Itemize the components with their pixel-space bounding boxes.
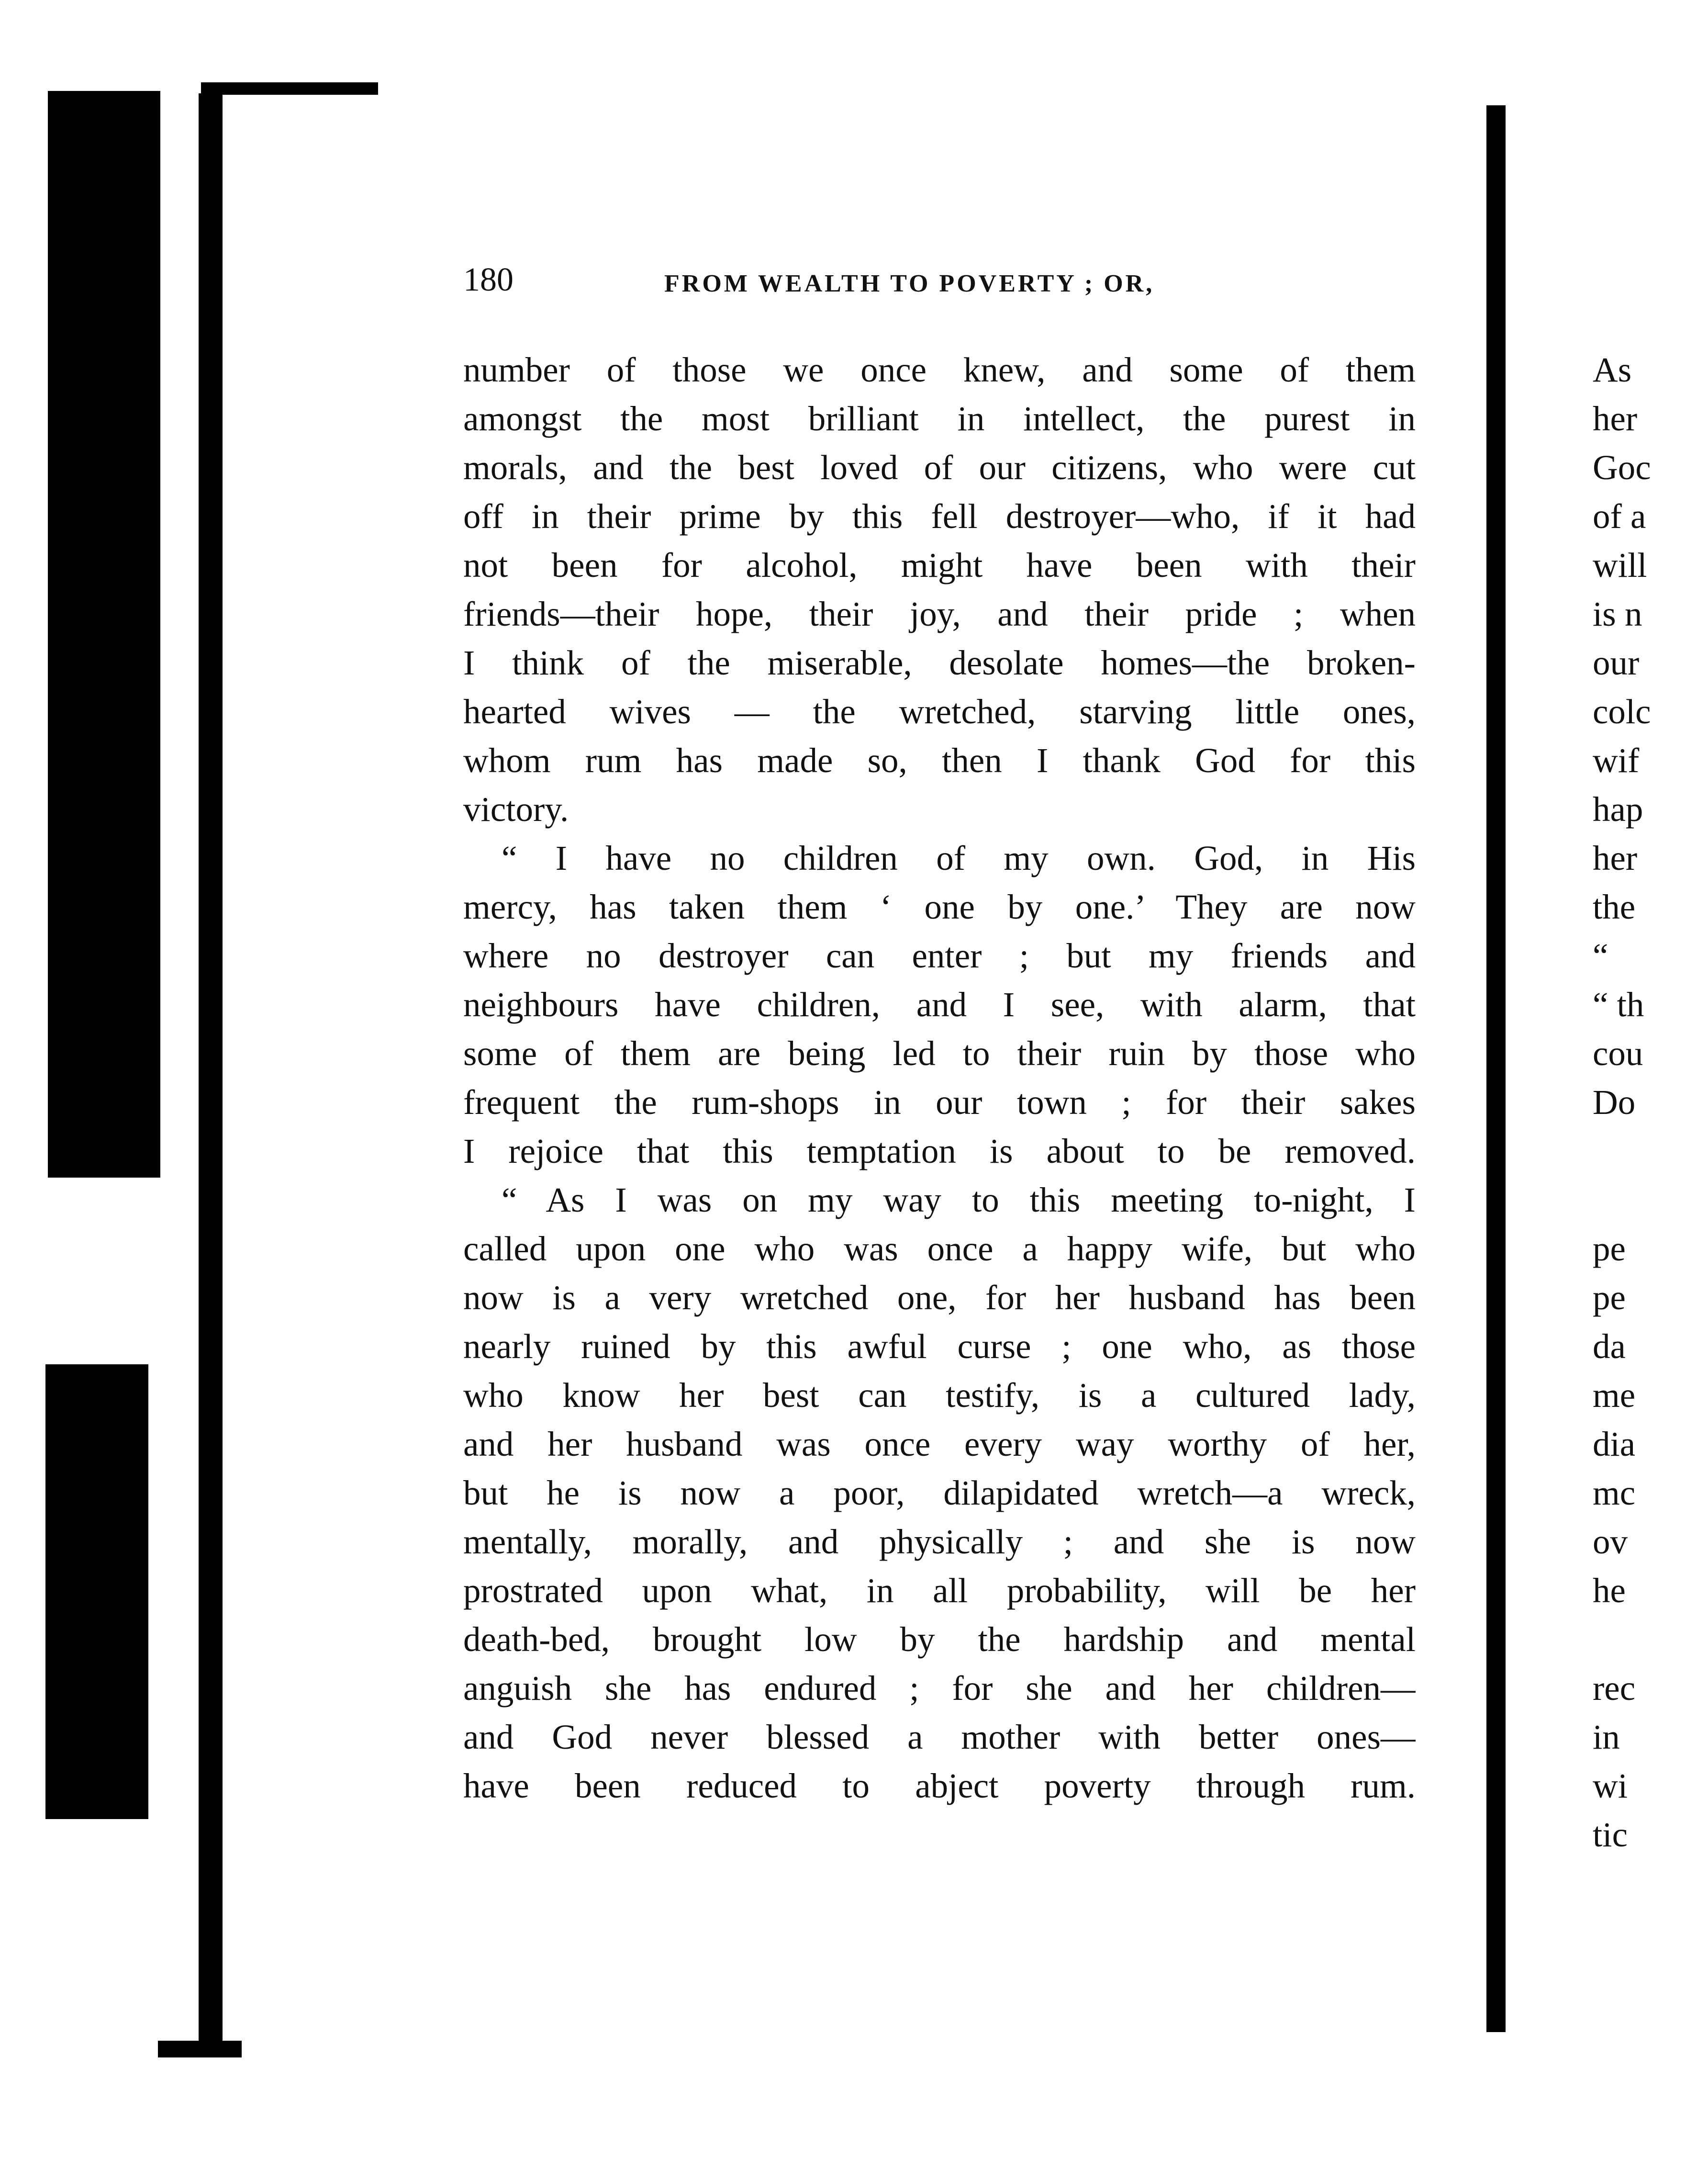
text-line: morals, and the best loved of our citizens, who were cut	[463, 448, 1416, 487]
facing-page-fragment: Do	[1593, 1083, 1636, 1122]
facing-page-fragment: pe	[1593, 1229, 1626, 1268]
text-line: and God never blessed a mother with better ones—	[463, 1718, 1416, 1756]
facing-page-fragment: wif	[1593, 741, 1640, 780]
text-line: hearted wives — the wretched, starving little ones,	[463, 692, 1416, 731]
text-line: death-bed, brought low by the hardship and mental	[463, 1620, 1416, 1659]
text-line: victory.	[463, 790, 569, 829]
text-line: but he is now a poor, dilapidated wretch—a wreck,	[463, 1473, 1416, 1512]
facing-page-fragment: da	[1593, 1327, 1626, 1366]
facing-page-fragment: rec	[1593, 1669, 1636, 1708]
facing-page-fragment: me	[1593, 1376, 1636, 1415]
facing-page-fragment: pe	[1593, 1278, 1626, 1317]
text-line: have been reduced to abject poverty through rum.	[463, 1766, 1416, 1805]
facing-page-fragment: will	[1593, 546, 1647, 584]
text-line: whom rum has made so, then I thank God for this	[463, 741, 1416, 780]
text-line: frequent the rum-shops in our town ; for their sakes	[463, 1083, 1416, 1122]
facing-page-fragment: colc	[1593, 692, 1651, 731]
facing-page-fragment: he	[1593, 1571, 1626, 1610]
facing-page-fragment: the	[1593, 888, 1636, 926]
text-line: “ I have no children of my own. God, in His	[502, 839, 1416, 877]
text-line: anguish she has endured ; for she and her children—	[463, 1669, 1416, 1708]
facing-page-fragment: of a	[1593, 497, 1646, 536]
text-line: now is a very wretched one, for her husband has been	[463, 1278, 1416, 1317]
text-line: number of those we once knew, and some of them	[463, 350, 1416, 389]
text-line: some of them are being led to their ruin by those who	[463, 1034, 1416, 1073]
facing-page-fragment: As	[1593, 350, 1632, 389]
center-gutter-line	[1486, 105, 1506, 2032]
facing-page-fragment: hap	[1593, 790, 1643, 829]
facing-page-fragment: “ th	[1593, 985, 1644, 1024]
body-text	[463, 346, 1416, 1810]
page-number: 180	[463, 261, 514, 298]
facing-page-fragment: tic	[1593, 1815, 1628, 1854]
text-line: I rejoice that this temptation is about to be removed.	[463, 1132, 1416, 1170]
facing-page-fragments	[1593, 346, 1708, 1859]
text-line: not been for alcohol, might have been with their	[463, 546, 1416, 584]
text-line: called upon one who was once a happy wife, but who	[463, 1229, 1416, 1268]
facing-page-fragment: in	[1593, 1718, 1620, 1756]
facing-page-fragment: dia	[1593, 1425, 1636, 1463]
text-line: prostrated upon what, in all probability, will be her	[463, 1571, 1416, 1610]
facing-page-fragment	[1593, 1127, 1708, 1176]
facing-page-fragment: is n	[1593, 595, 1642, 633]
left-scan-edge-bar	[48, 91, 160, 1178]
page-header	[463, 261, 1420, 299]
text-line: who know her best can testify, is a cultured lady,	[463, 1376, 1416, 1415]
text-line: neighbours have children, and I see, with alarm, that	[463, 985, 1416, 1024]
facing-page-fragment: wi	[1593, 1766, 1628, 1805]
text-line: and her husband was once every way worthy of her,	[463, 1425, 1416, 1463]
facing-page-fragment: our	[1593, 643, 1640, 682]
text-line: nearly ruined by this awful curse ; one who, as those	[463, 1327, 1416, 1366]
facing-page-fragment	[1593, 1176, 1708, 1225]
facing-page-fragment	[1593, 1615, 1708, 1664]
facing-page-fragment: Goc	[1593, 448, 1651, 487]
text-line: mentally, morally, and physically ; and she is now	[463, 1522, 1416, 1561]
facing-page-fragment: cou	[1593, 1034, 1643, 1073]
left-binding-edge-line	[199, 93, 223, 2046]
top-left-scan-bar	[201, 82, 378, 95]
text-line: mercy, has taken them ‘ one by one.’ They are now	[463, 888, 1416, 926]
text-line: I think of the miserable, desolate homes—the broken-	[463, 643, 1416, 682]
text-line: off in their prime by this fell destroyer—who, if it had	[463, 497, 1416, 536]
text-line: friends—their hope, their joy, and their pride ; when	[463, 595, 1416, 633]
text-line: amongst the most brilliant in intellect, the purest in	[463, 399, 1416, 438]
bottom-left-scan-mark	[158, 2041, 242, 2057]
facing-page-fragment: “	[1593, 936, 1608, 975]
facing-page-fragment: ov	[1593, 1522, 1628, 1561]
text-line: where no destroyer can enter ; but my friends and	[463, 936, 1416, 975]
left-scan-edge-bar	[45, 1364, 148, 1819]
facing-page-fragment: her	[1593, 399, 1638, 438]
facing-page-fragment: her	[1593, 839, 1638, 877]
text-line: “ As I was on my way to this meeting to-night, I	[502, 1180, 1416, 1219]
facing-page-fragment: mc	[1593, 1473, 1636, 1512]
running-head: FROM WEALTH TO POVERTY ; OR,	[664, 270, 1155, 297]
